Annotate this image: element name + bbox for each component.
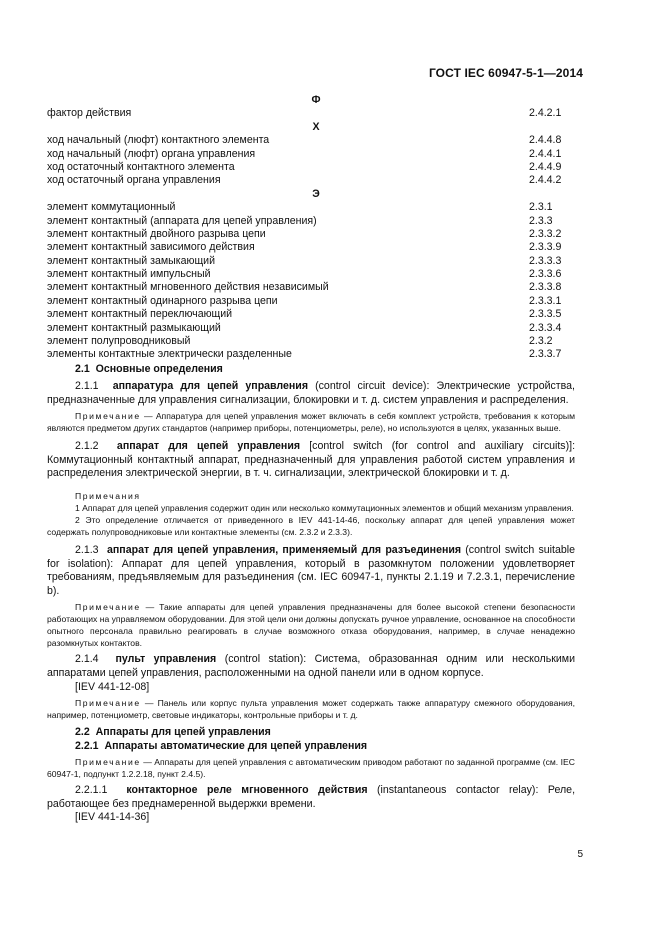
index-ref: 2.3.3.8 [529, 281, 562, 294]
index-row [47, 268, 575, 281]
term: аппарат для цепей управления [116, 440, 301, 453]
note-2-1-3: Примечание — Такие аппараты для цепей управления предназначены для более высокой степени безопасности работающих на управляемом оборудовании. Для этой цели они должны допускать ручное управление, основанное на способности опытного персонала правильно реагировать в случае возможного отказа оборудования, например, в случае ненадежно разомкнутых контактов. [47, 602, 575, 649]
index-letter-heading: Х [312, 120, 320, 133]
index-term: ход начальный (люфт) контактного элемента [47, 134, 270, 147]
definition-2-1-3: 2.1.3 аппарат для цепей управления, применяемый для разъединения (control switch suitable for isolation): Аппарат для цепей управления, который в разомкнутом положении удовлетворяет требованиям, предъявляемым для разъединения (см. IEC 60947-1, пункты 2.1.19 и 7.2.3.1, перечисление b). [47, 543, 575, 597]
index-term: ход остаточный контактного элемента [47, 160, 235, 173]
note-2-1-4: Примечание — Панель или корпус пульта управления может содержать также аппаратуру смежного оборудования, например, потенциометр, световые индикаторы, контрольные приборы и т. д. [47, 698, 575, 721]
index-ref: 2.4.4.1 [529, 147, 562, 160]
index-letter-heading: Э [312, 187, 320, 200]
section-2-1-heading: 2.1 Основные определения [75, 363, 223, 375]
note-2-2-1: Примечание — Аппараты для цепей управления с автоматическим приводом работают по заданной программе (см. IEC 60947-1, подпункт 1.2.2.18, пункт 2.4.5). [47, 757, 575, 780]
term: аппарат для цепей управления, применяемый для разъединения [107, 543, 462, 556]
index-term: элемент контактный одинарного разрыва цепи [47, 294, 278, 307]
index-letter-heading: Ф [311, 94, 321, 106]
index-term: элемент контактный двойного разрыва цепи [47, 227, 266, 240]
index-ref: 2.4.4.2 [529, 174, 562, 187]
document-header: ГОСТ IEC 60947-5-1—2014 [428, 66, 583, 80]
index-row [47, 215, 575, 228]
term: аппаратура для цепей управления [112, 380, 309, 392]
index-term: ход начальный (люфт) органа управления [47, 147, 256, 160]
index-term: элемент контактный замыкающий [47, 254, 216, 267]
definition-2-1-2: 2.1.2 аппарат для цепей управления [control switch (for control and auxiliary circuits)]: Коммутационный контактный аппарат, предназначенный для управления работой систем управления и распределения электрической энергии, в т. ч. сигнализации, электрической блокировки и т. д. [47, 440, 576, 480]
index-row [47, 148, 575, 161]
index-term: элемент коммутационный [47, 201, 176, 214]
index-row [47, 308, 575, 321]
index-row [47, 134, 575, 147]
index-term: ход остаточный органа управления [47, 174, 221, 187]
index-ref: 2.3.3.1 [529, 294, 562, 307]
note-2-1-1: Примечание — Аппаратура для цепей управления может включать в себя комплект устройств, требования к которым являются предметом других стандартов (например приборы, потенциометры, реле), но используются в целях, указанных выше. [47, 411, 575, 434]
index-ref: 2.3.1 [529, 201, 553, 214]
index-row [47, 281, 575, 294]
index-ref: 2.3.3.5 [529, 308, 562, 321]
index-row [47, 201, 575, 214]
index-row [47, 335, 575, 348]
notes-2-1-2-label: Примечания [75, 490, 141, 501]
note-item: 1 Аппарат для цепей управления содержит один или несколько коммутационных элементов и общий механизм управления. [75, 502, 574, 513]
index-row [47, 322, 575, 335]
index-ref: 2.3.3.7 [529, 348, 562, 361]
index-row [47, 228, 575, 241]
index-ref: 2.3.3.6 [529, 268, 562, 281]
index-row [47, 107, 575, 120]
document-body [47, 362, 575, 825]
index-term: элемент контактный зависимого действия [47, 241, 255, 254]
index-ref: 2.3.3.4 [529, 321, 562, 334]
iev-reference: [IEV 441-12-08] [75, 680, 150, 693]
index-term: элемент контактный размыкающий [47, 321, 221, 334]
index-term: элемент контактный (аппарата для цепей управления) [47, 214, 317, 227]
iev-reference: [IEV 441-14-36] [75, 811, 150, 824]
index-row [47, 241, 575, 254]
index-ref: 2.4.2.1 [529, 107, 562, 120]
index-term: элемент полупроводниковый [47, 335, 191, 348]
index-row [47, 295, 575, 308]
index-term: фактор действия [47, 107, 132, 120]
section-2-2-heading: 2.2 Аппараты для цепей управления [75, 726, 271, 739]
index-ref: 2.3.3.3 [529, 254, 562, 267]
index-term: элемент контактный импульсный [47, 268, 211, 281]
definition-2-2-1-1: 2.2.1.1 контакторное реле мгновенного действия (instantaneous contactor relay): Реле, работающее без преднамеренной выдержки времени. [47, 784, 576, 810]
term: пульт управления [115, 653, 217, 666]
page-number: 5 [577, 849, 583, 860]
index-row [47, 255, 575, 268]
index-term: элементы контактные электрически разделенные [47, 348, 292, 361]
index-term: элемент контактный мгновенного действия независимый [47, 281, 329, 294]
term: контакторное реле мгновенного действия [126, 784, 368, 797]
index-term: элемент контактный переключающий [47, 308, 233, 321]
index-ref: 2.3.2 [529, 335, 553, 348]
index-ref: 2.4.4.8 [529, 134, 562, 147]
section-2-2-1-heading: 2.2.1 Аппараты автоматические для цепей управления [75, 740, 368, 753]
definition-2-1-4: 2.1.4 пульт управления (control station): Система, образованная одним или несколькими аппаратами цепей управления, расположенными на одной панели или в одном корпусе. [47, 653, 575, 679]
index-ref: 2.4.4.9 [529, 160, 562, 173]
index-ref: 2.3.3.2 [529, 227, 562, 240]
index-ref: 2.3.3 [529, 214, 553, 227]
definition-2-1-1: 2.1.1 аппаратура для цепей управления (control circuit device): Электрические устройства, предназначенные для управления сигнализации, блокировки и т. д. систем управления и распределения. [47, 380, 575, 406]
note-item: 2 Это определение отличается от приведенного в IEV 441-14-46, поскольку аппарат для цепей управления может содержать полупроводниковые или контактные элементы (см. 2.3.2 и 2.3.3). [47, 514, 575, 537]
index-row [47, 161, 575, 174]
index-ref: 2.3.3.9 [529, 241, 562, 254]
index-row [47, 348, 575, 361]
index-row [47, 174, 575, 187]
term-index [47, 94, 575, 362]
